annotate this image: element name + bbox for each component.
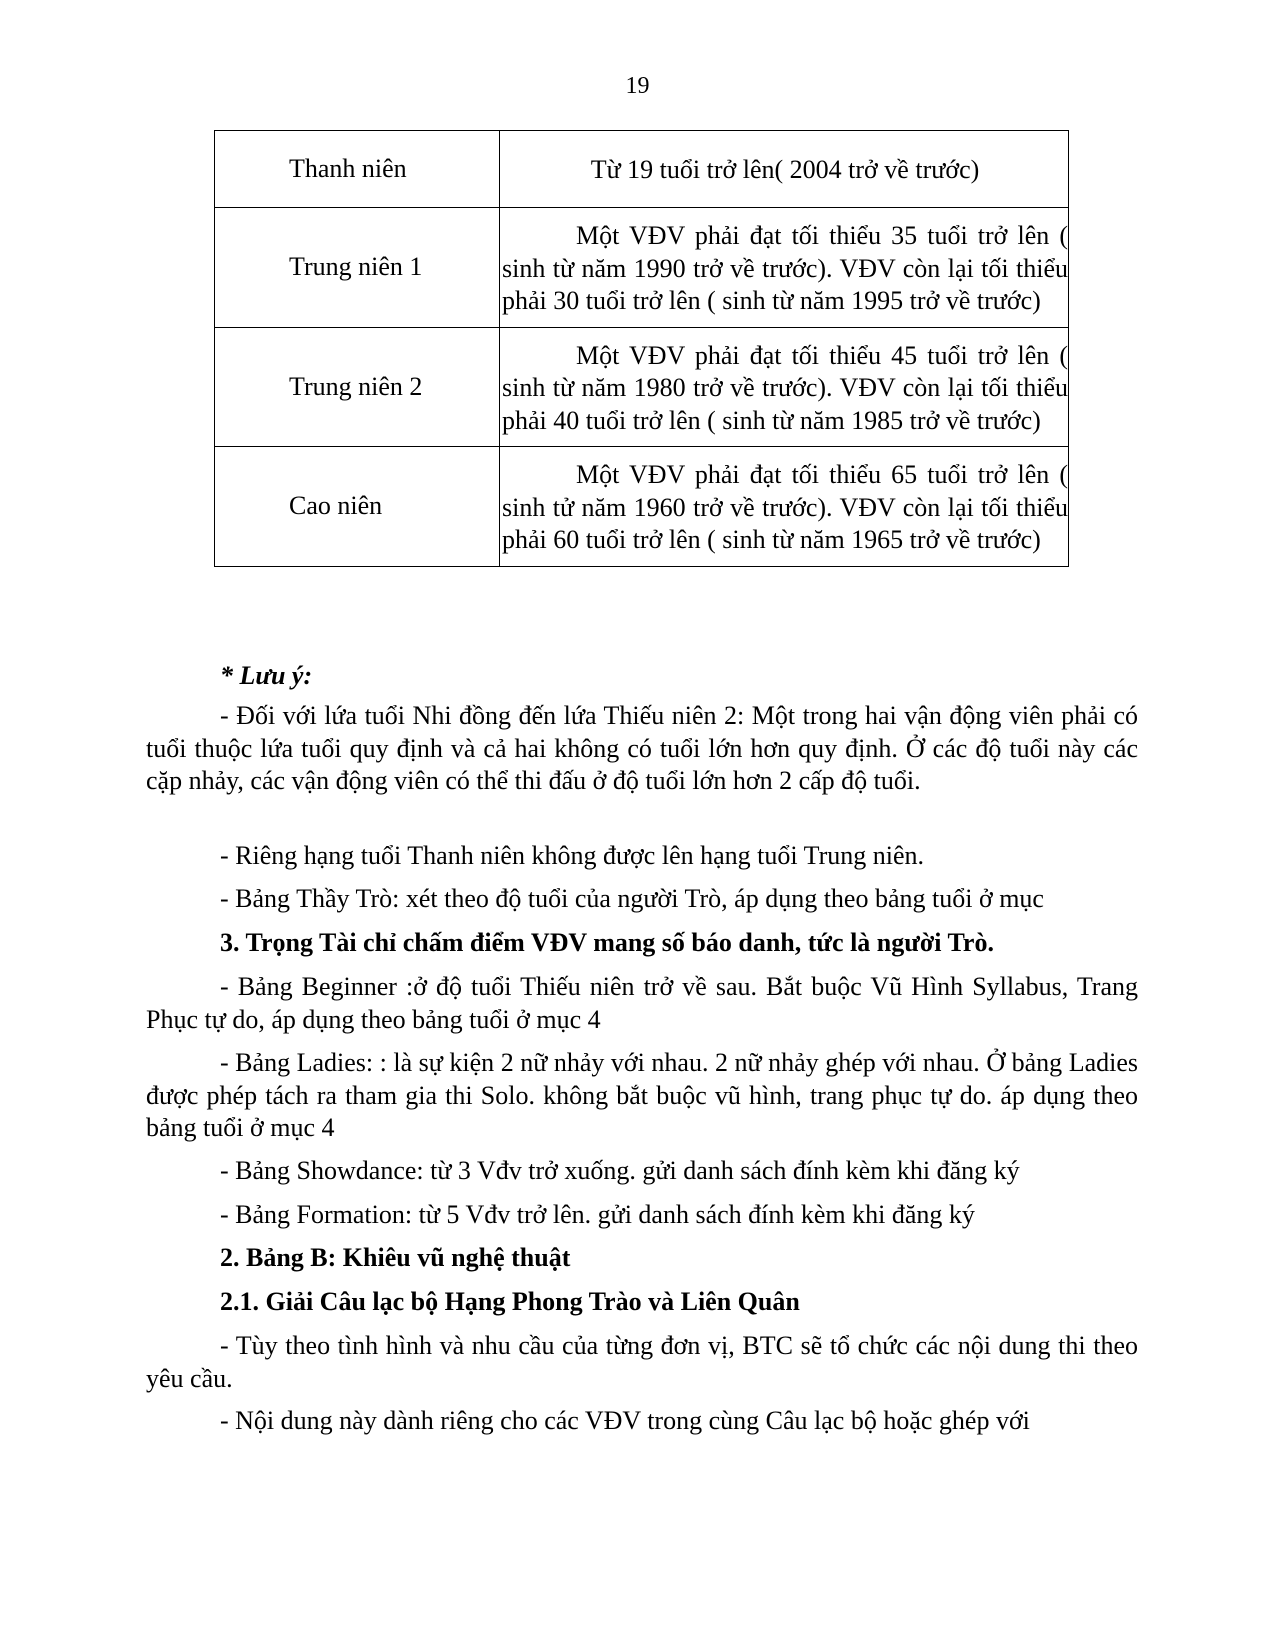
paragraph-text: - Tùy theo tình hình và nhu cầu của từng đơn vị, BTC sẽ tổ chức các nội dung thi theo yêu cầu. [146,1331,1138,1393]
paragraph [146,1405,1138,1438]
paragraph-text: - Đối với lứa tuổi Nhi đồng đến lứa Thiếu niên 2: Một trong hai vận động viên phải có tuổi thuộc lứa tuổi quy định và cả hai không có tuổi lớn hơn quy định. Ở các độ tuổi này các cặp nhảy, các vận động viên có thể thi đấu ở độ tuổi lớn hơn 2 cấp độ tuổi. [146,701,1138,795]
section-heading: 2. Bảng B: Khiêu vũ nghệ thuật [220,1243,571,1272]
paragraph-text: - Bảng Beginner :ở độ tuổi Thiếu niên trở về sau. Bắt buộc Vũ Hình Syllabus, Trang Phục tự do, áp dụng theo bảng tuổi ở mục 4 [146,972,1138,1034]
paragraph [146,1155,1138,1188]
note-title: * Lưu ý: [220,661,313,690]
category-cell: Trung niên 2 [215,327,500,447]
note-heading [146,660,1138,693]
description-cell: Từ 19 tuổi trở lên( 2004 trở về trước) [500,131,1069,208]
paragraph [146,1242,1138,1275]
paragraph-text: - Bảng Ladies: : là sự kiện 2 nữ nhảy với nhau. 2 nữ nhảy ghép với nhau. Ở bảng Ladies được phép tách ra tham gia thi Solo. không bắt buộc vũ hình, trang phục tự do. áp dụng theo bảng tuổi ở mục 4 [146,1048,1138,1142]
category-cell: Trung niên 1 [215,208,500,328]
paragraph-heading: 3. Trọng Tài chỉ chấm điểm VĐV mang số báo danh, tức là người Trò. [220,928,994,957]
paragraph-text: - Bảng Thầy Trò: xét theo độ tuổi của người Trò, áp dụng theo bảng tuổi ở mục [220,884,1044,913]
paragraph [146,971,1138,1036]
table-row [215,327,1069,447]
table-row [215,208,1069,328]
description-cell [500,327,1069,447]
table-row [215,447,1069,567]
category-cell: Thanh niên [215,131,500,208]
category-cell: Cao niên [215,447,500,567]
paragraph [146,1199,1138,1232]
paragraph [146,700,1138,798]
paragraph-text: - Nội dung này dành riêng cho các VĐV trong cùng Câu lạc bộ hoặc ghép với [220,1406,1030,1435]
description-cell [500,208,1069,328]
paragraph-text: - Bảng Formation: từ 5 Vđv trở lên. gửi danh sách đính kèm khi đăng ký [220,1200,975,1229]
paragraph [146,1330,1138,1395]
section-heading: 2.1. Giải Câu lạc bộ Hạng Phong Trào và Liên Quân [220,1287,800,1316]
paragraph [146,1047,1138,1145]
paragraph-text: - Riêng hạng tuổi Thanh niên không được lên hạng tuổi Trung niên. [220,841,925,870]
description-text: Một VĐV phải đạt tối thiểu 45 tuổi trở lên ( sinh từ năm 1980 trở về trước). VĐV còn lại tối thiểu phải 40 tuổi trở lên ( sinh từ năm 1985 trở về trước) [502,340,1068,435]
paragraph [146,840,1138,873]
page-number: 19 [625,73,650,99]
table-row [215,131,1069,208]
paragraph-text: - Bảng Showdance: từ 3 Vđv trở xuống. gửi danh sách đính kèm khi đăng ký [220,1156,1020,1185]
description-text: Một VĐV phải đạt tối thiểu 65 tuổi trở lên ( sinh tử năm 1960 trở về trước). VĐV còn lại tối thiểu phải 60 tuổi trở lên ( sinh từ năm 1965 trở về trước) [502,460,1068,554]
paragraph [146,883,1138,916]
description-text: Một VĐV phải đạt tối thiểu 35 tuổi trở lên ( sinh từ năm 1990 trở về trước). VĐV còn lại tối thiểu phải 30 tuổi trở lên ( sinh từ năm 1995 trở về trước) [502,221,1068,315]
age-category-table [214,130,1069,567]
paragraph [146,927,1138,960]
paragraph [146,1286,1138,1319]
description-cell [500,447,1069,567]
